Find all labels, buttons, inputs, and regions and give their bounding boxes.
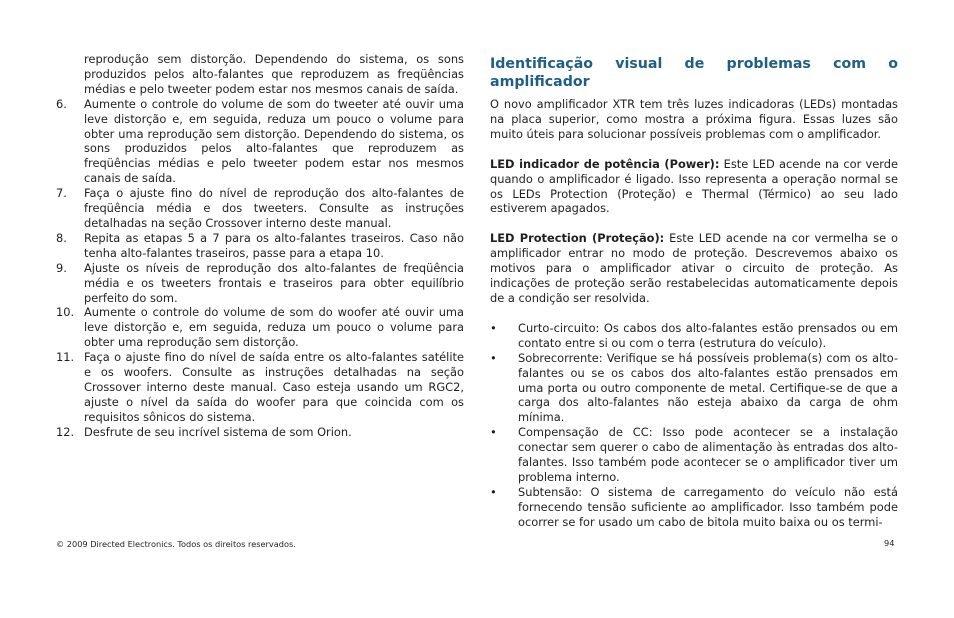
power-led-label: LED indicador de potência (Power): — [490, 156, 720, 171]
bullet-icon: • — [490, 484, 497, 499]
bullet-text: Curto-circuito: Os cabos dos alto-falantes estão prensados ou em contato entre si ou com o terra (estrutura do veículo). — [518, 320, 898, 350]
list-item — [56, 97, 464, 186]
protection-causes-list — [490, 321, 898, 530]
step-text: Faça o ajuste fino do nível de reprodução dos alto-falantes de freqüência média e dos tweeters. Consulte as instruções detalhadas na seção Crossover interno deste manual. — [84, 186, 464, 230]
intro-paragraph: O novo amplificador XTR tem três luzes indicadoras (LEDs) montadas na placa superior, como mostra a próxima figura. Essas luzes são muito úteis para solucionar possíveis problemas com o amplificador. — [490, 97, 898, 141]
list-item — [56, 186, 464, 231]
bullet-text: Sobrecorrente: Verifique se há possíveis problema(s) com os alto-falantes ou se os cabos dos alto-falantes estão prensados em uma porta ou outro componente de metal. Certifique-se de que a carga dos alto-falantes não esteja abaixo da carga de ohm mínima. — [518, 350, 898, 425]
bullet-text: Compensação de CC: Isso pode acontecer se a instalação conectar sem querer o cabo de alimentação às entradas dos alto-falantes. Isso também pode acontecer se o amplificador tiver um problema interno. — [518, 425, 898, 484]
bullet-icon: • — [490, 320, 497, 335]
list-item — [56, 261, 464, 306]
list-item — [490, 351, 898, 426]
continued-paragraph: reprodução sem distorção. Dependendo do sistema, os sons produzidos pelos alto-falantes que reproduzem as freqüências médias e pelo tweeter podem estar nos mesmos canais de saída. — [84, 52, 464, 96]
power-led-paragraph — [490, 157, 898, 217]
page-number: 94 — [884, 538, 895, 548]
list-item — [56, 425, 464, 440]
bullet-icon: • — [490, 425, 497, 440]
step-number: 11. — [56, 350, 75, 365]
step-text: Aumente o controle do volume de som do woofer até ouvir uma leve distorção e, em seguida, reduza um pouco o volume para obter uma reprodução sem distorção. — [84, 305, 464, 350]
list-item — [56, 231, 464, 261]
protection-led-label: LED Protection (Proteção): — [490, 231, 665, 246]
left-column — [56, 52, 464, 440]
step-number: 10. — [56, 305, 75, 320]
list-item — [56, 350, 464, 425]
step-number: 9. — [56, 260, 67, 275]
list-item — [490, 485, 898, 530]
step-number: 7. — [56, 186, 67, 201]
list-item — [490, 425, 898, 485]
step-text: Desfrute de seu incrível sistema de som Orion. — [84, 424, 352, 439]
bullet-text: Subtensão: O sistema de carregamento do veículo não está fornecendo tensão suficiente ao amplificador. Isso também pode ocorrer se for usado um cabo de bitola muito baixa ou os termi- — [518, 484, 898, 529]
list-item — [490, 321, 898, 351]
step-text: Faça o ajuste fino do nível de saída entre os alto-falantes satélite e os woofers. Consulte as instruções detalhadas na seção Crossover interno deste manual. Caso esteja usando um RGC2, ajuste o nível da saída do woofer para que coincida com os requisitos sônicos do sistema. — [84, 350, 464, 424]
power-led-text: Este LED acende na cor verde quando o amplificador é ligado. Isso representa a operação normal se os LEDs Protection (Proteção) e Thermal (Térmico) ao seu lado estiverem apagados. — [490, 156, 899, 216]
step-text: Repita as etapas 5 a 7 para os alto-falantes traseiros. Caso não tenha alto-falantes traseiros, passe para a etapa 10. — [84, 230, 464, 260]
step-number: 6. — [56, 96, 67, 111]
copyright-footer: © 2009 Directed Electronics. Todos os direitos reservados. — [56, 539, 296, 549]
step-text: Aumente o controle do volume de som do tweeter até ouvir uma leve distorção e, em seguida, reduza um pouco o volume para obter uma reprodução sem distorção. Dependendo do sistema, os sons produzidos pelos alto-falantes que reproduzem as freqüências médias e pelo tweeter podem estar nos mesmos canais de saída. — [84, 96, 464, 186]
step-number: 8. — [56, 230, 67, 245]
list-item — [56, 305, 464, 350]
bullet-icon: • — [490, 350, 497, 365]
section-heading: Identificação visual de problemas com o amplificador — [490, 56, 898, 90]
protection-led-paragraph — [490, 231, 898, 306]
steps-list — [56, 97, 464, 440]
protection-led-text: Este LED acende na cor vermelha se o amplificador entrar no modo de proteção. Descrevemos abaixo os motivos para o amplificador ativar o circuito de proteção. As indicações de proteção serão restabelecidas automaticamente depois de a condição ser resolvida. — [490, 231, 898, 305]
step-text: Ajuste os níveis de reprodução dos alto-falantes de freqüência média e os tweeters frontais e traseiros para obter equilíbrio perfeito do som. — [84, 260, 464, 305]
step-number: 12. — [56, 424, 75, 439]
right-column — [490, 52, 898, 530]
